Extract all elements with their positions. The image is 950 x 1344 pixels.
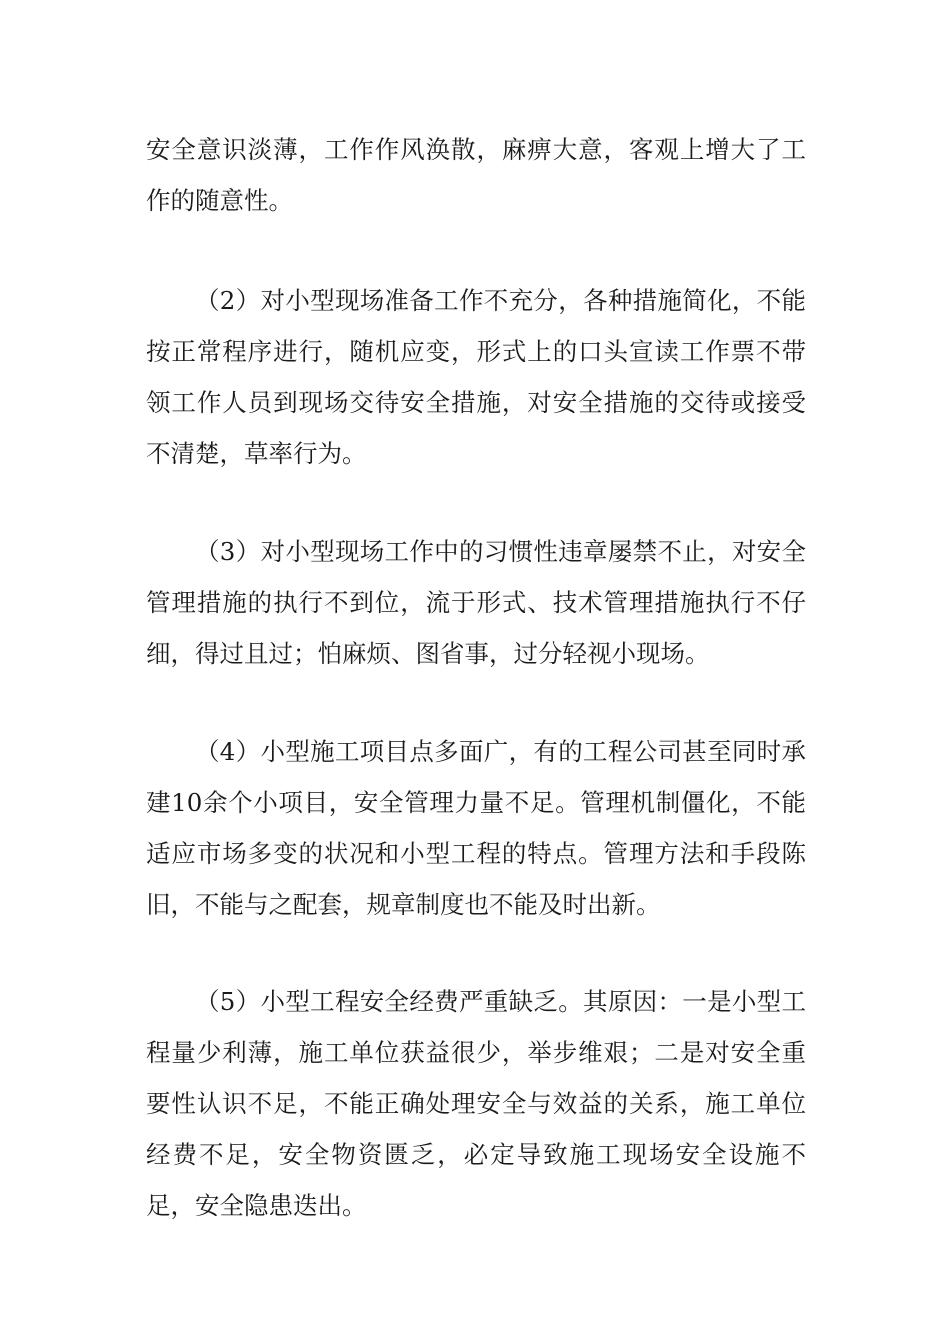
paragraph-continuation: 安全意识淡薄，工作作风涣散，麻痹大意，客观上增大了工作的随意性。	[146, 135, 806, 215]
paragraph-item-3: （3）对小型现场工作中的习惯性违章屡禁不止，对安全管理措施的执行不到位，流于形式、技术管理措施执行不仔细，得过且过；怕麻烦、图省事，过分轻视小现场。	[146, 537, 806, 668]
paragraph-item-5: （5）小型工程安全经费严重缺乏。其原因：一是小型工程量少利薄，施工单位获益很少，举步维艰；二是对安全重要性认识不足，不能正确处理安全与效益的关系，施工单位经费不足，安全物资匮乏，必定导致施工现场安全设施不足，安全隐患迭出。	[146, 987, 806, 1220]
paragraph-item-2: （2）对小型现场准备工作不充分，各种措施简化，不能按正常程序进行，随机应变，形式上的口头宣读工作票不带领工作人员到现场交待安全措施，对安全措施的交待或接受不清楚，草率行为。	[146, 286, 806, 468]
paragraph-item-4: （4）小型施工项目点多面广，有的工程公司甚至同时承建10余个小项目，安全管理力量不足。管理机制僵化，不能适应市场多变的状况和小型工程的特点。管理方法和手段陈旧，不能与之配套，规章制度也不能及时出新。	[146, 737, 806, 919]
